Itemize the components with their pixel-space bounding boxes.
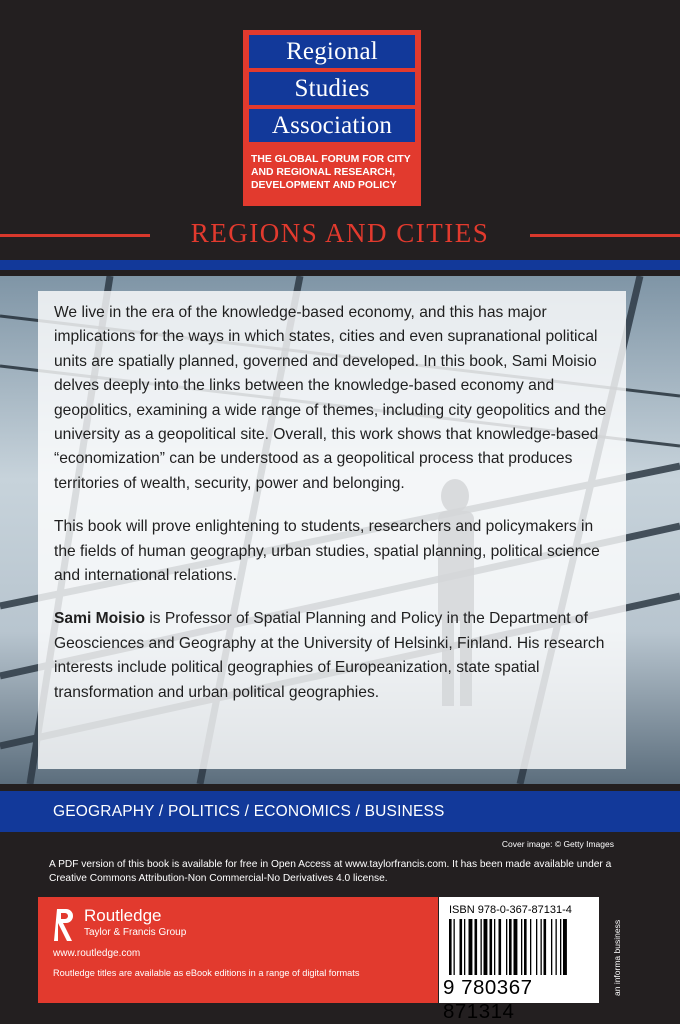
- barcode-bars: [449, 919, 595, 975]
- barcode-bar: [490, 919, 493, 975]
- series-title: REGIONS AND CITIES: [190, 218, 490, 248]
- author-bio: [54, 607, 610, 705]
- barcode-bar: [524, 919, 527, 975]
- publisher-group: Taylor & Francis Group: [84, 927, 187, 938]
- logo-word-regional: Regional: [249, 35, 415, 68]
- logo-word-studies: Studies: [249, 72, 415, 105]
- barcode-bar: [509, 919, 512, 975]
- barcode-bar: [556, 919, 557, 975]
- blurb-paragraph-2: This book will prove enlightening to students, researchers and policymakers in the fields of human geography, urban studies, spatial planning, political science and international relations.: [54, 518, 600, 585]
- logo-word-association: Association: [249, 109, 415, 142]
- blurb-panel: [38, 291, 626, 769]
- rsa-logo: [243, 30, 421, 206]
- open-access-note: A PDF version of this book is available for free in Open Access at www.taylorfrancis.com. It has been made available under a Creative Commons Attribution-Non Commercial-No Derivatives 4.0 license.: [49, 859, 612, 884]
- series-rule-right: [530, 234, 680, 237]
- barcode-bar: [536, 919, 537, 975]
- barcode-bar: [481, 919, 482, 975]
- barcode-bar: [469, 919, 473, 975]
- routledge-logo-icon: [54, 907, 76, 943]
- barcode-bar: [494, 919, 495, 975]
- publisher-panel: [38, 897, 438, 1003]
- blue-band: [0, 260, 680, 270]
- barcode-bar: [514, 919, 518, 975]
- subject-bar: [0, 791, 680, 832]
- barcode-bar: [541, 919, 542, 975]
- barcode-bar: [454, 919, 455, 975]
- barcode-bar: [551, 919, 552, 975]
- barcode-bar: [484, 919, 488, 975]
- barcode-digits: 9 780367 871314: [443, 976, 533, 1023]
- publisher-name: Routledge: [84, 906, 162, 925]
- barcode-bar: [475, 919, 478, 975]
- subject-categories: GEOGRAPHY / POLITICS / ECONOMICS / BUSINESS: [53, 802, 445, 820]
- ebook-note: Routledge titles are available as eBook editions in a range of digital formats: [53, 968, 360, 978]
- barcode-bar: [563, 919, 567, 975]
- cover-credit: Cover image: © Getty Images: [501, 839, 614, 849]
- barcode: [439, 897, 599, 1023]
- barcode-bar: [449, 919, 452, 975]
- barcode-bar: [560, 919, 561, 975]
- informa-note: an informa business: [612, 919, 622, 996]
- barcode-bar: [530, 919, 531, 975]
- logo-tagline: THE GLOBAL FORUM FOR CITY AND REGIONAL RESEARCH, DEVELOPMENT AND POLICY: [251, 154, 411, 191]
- barcode-bar: [544, 919, 547, 975]
- barcode-bar: [506, 919, 507, 975]
- author-bio-text: is Professor of Spatial Planning and Policy in the Department of Geosciences and Geography at the University of Helsinki, Finland. His research interests include political geographies of Europeanization, state spatial transformation and urban political geographies.: [54, 610, 605, 701]
- publisher-url: www.routledge.com: [53, 948, 141, 959]
- barcode-bar: [464, 919, 465, 975]
- barcode-bar: [521, 919, 522, 975]
- barcode-bar: [460, 919, 463, 975]
- author-name: Sami Moisio: [54, 610, 145, 628]
- series-rule-left: [0, 234, 150, 237]
- blurb-paragraph-1: We live in the era of the knowledge-based economy, and this has major implications for the ways in which states, cities and even supranational political units are spatially planned, governed and developed. In this book, Sami Moisio delves deeply into the links between the knowledge-based economy and geopolitics, examining a wide range of themes, including city geopolitics and the university as a geopolitical site. Overall, this work shows that knowledge-based “economization” can be understood as a geopolitical process that produces territories of wealth, security, power and belonging.: [54, 304, 607, 492]
- barcode-bar: [499, 919, 502, 975]
- isbn-text: ISBN 978-0-367-87131-4: [449, 904, 572, 916]
